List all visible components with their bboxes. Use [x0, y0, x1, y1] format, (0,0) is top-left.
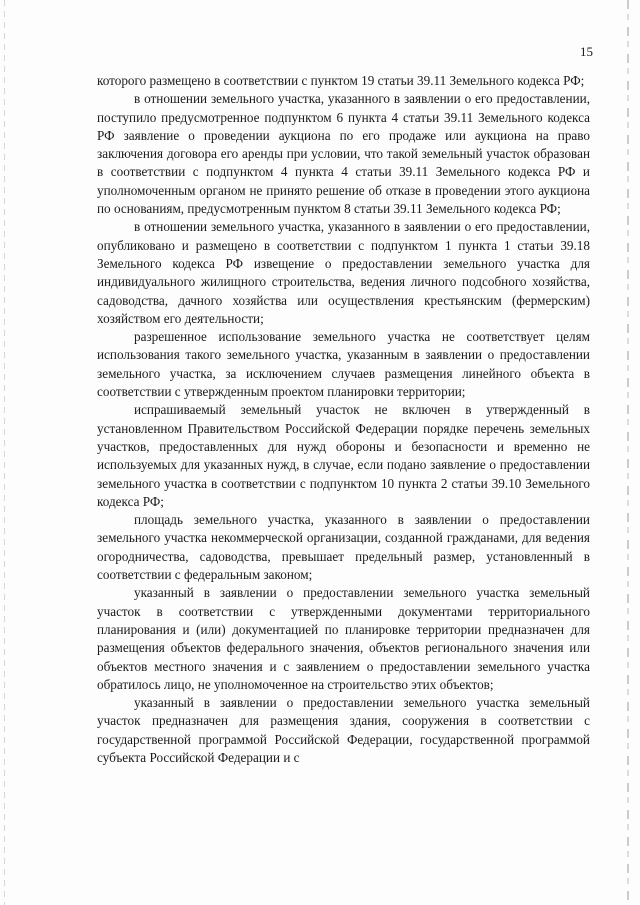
- scan-edge-left: [4, 0, 5, 905]
- paragraph: в отношении земельного участка, указанного в заявлении о его предоставлении, опубликовано и размещено в соответствии с подпунктом 1 пункта 1 статьи 39.18 Земельного кодекса РФ извещение о предоставлении земельного участка для индивидуального жилищного строительства, ведения личного подсобного хозяйства, садоводства, дачного хозяйства или осуществления крестьянским (фермерским) хозяйством его деятельности;: [97, 219, 590, 326]
- page-number: 15: [580, 44, 593, 59]
- paragraph: площадь земельного участка, указанного в заявлении о предоставлении земельного участка некоммерческой организации, созданной гражданами, для ведения огородничества, садоводства, превышает предельный размер, установленный в соответствии с федеральным законом;: [97, 512, 590, 583]
- paragraph: в отношении земельного участка, указанного в заявлении о его предоставлении, поступило предусмотренное подпунктом 6 пункта 4 статьи 39.11 Земельного кодекса РФ заявление о проведении аукциона по его продаже или аукциона на право заключения договора его аренды при условии, что такой земельный участок образован в соответствии с подпунктом 4 пункта 4 статьи 39.11 Земельного кодекса РФ и уполномоченным органом не принято решение об отказе в проведении этого аукциона по основаниям, предусмотренным пунктом 8 статьи 39.11 Земельного кодекса РФ;: [97, 91, 590, 217]
- paragraph: разрешенное использование земельного участка не соответствует целям использования такого земельного участка, указанным в заявлении о предоставлении земельного участка, за исключением случаев размещения линейного объекта в соответствии с утвержденным проектом планировки территории;: [97, 329, 590, 400]
- body-text: [97, 72, 590, 767]
- paragraph: которого размещено в соответствии с пунктом 19 статьи 39.11 Земельного кодекса РФ;: [97, 73, 585, 88]
- scan-edge-right: [627, 0, 629, 905]
- paragraph: испрашиваемый земельный участок не включен в утвержденный в установленном Правительством Российской Федерации порядке перечень земельных участков, предоставленных для нужд обороны и безопасности и временно не используемых для указанных нужд, в случае, если подано заявление о предоставлении земельного участка в соответствии с подпунктом 10 пункта 2 статьи 39.10 Земельного кодекса РФ;: [97, 402, 590, 509]
- paragraph: указанный в заявлении о предоставлении земельного участка земельный участок в соответствии с утвержденными документами территориального планирования и (или) документацией по планировке территории предназначен для размещения объектов федерального значения, объектов регионального значения или объектов местного значения и с заявлением о предоставлении земельного участка обратилось лицо, не уполномоченное на строительство этих объектов;: [97, 585, 590, 692]
- paragraph: указанный в заявлении о предоставлении земельного участка земельный участок предназначен для размещения здания, сооружения в соответствии с государственной программой Российской Федерации, государственной программой субъекта Российской Федерации и с: [97, 695, 590, 765]
